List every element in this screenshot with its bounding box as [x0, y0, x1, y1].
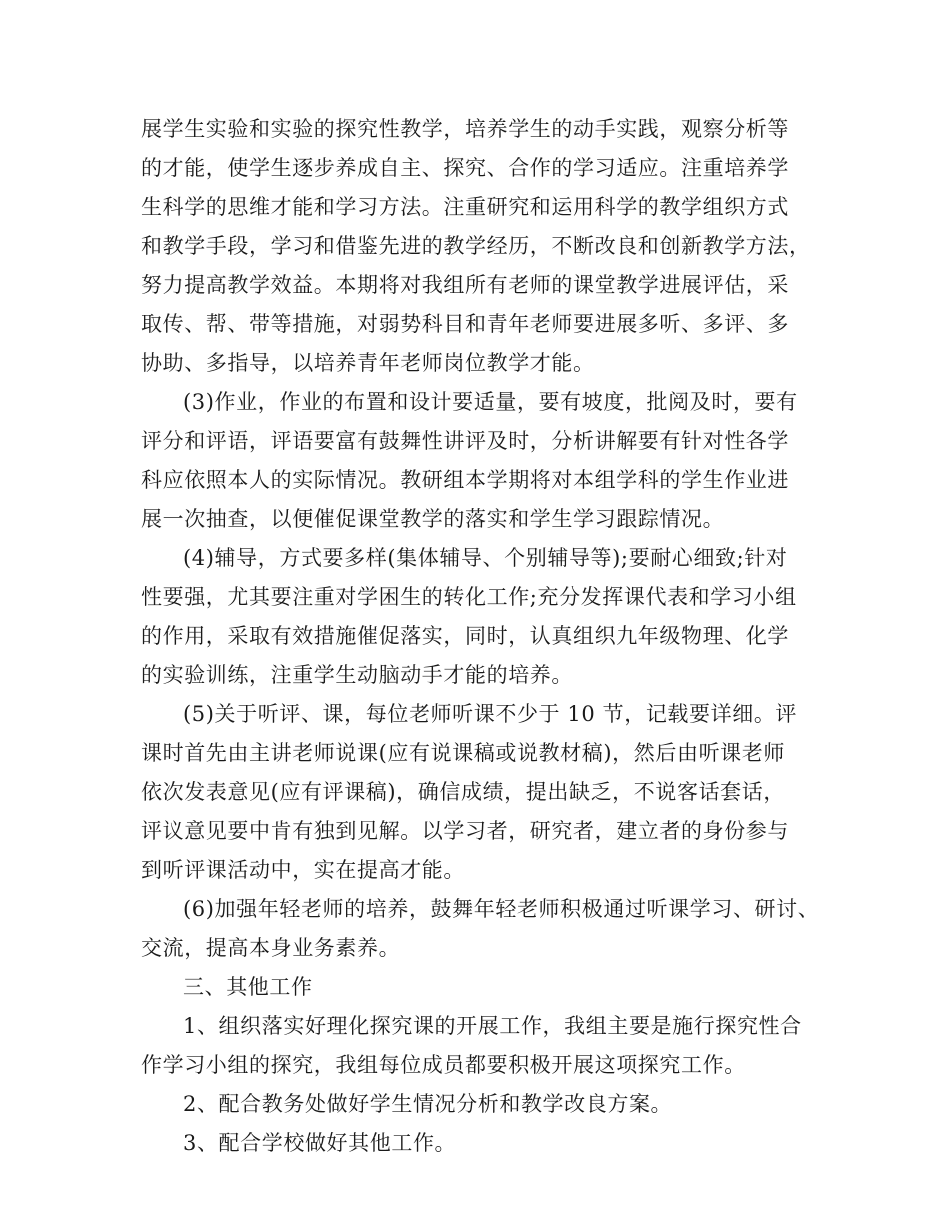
paragraph-young-teachers [141, 890, 821, 968]
text-line: 依次发表意见(应有评课稿)，确信成绩，提出缺乏，不说客话套话， [141, 780, 785, 804]
text-line: 科应依照本人的实际情况。教研组本学期将对本组学科的学生作业进 [141, 468, 789, 492]
paragraph-intro-continued [141, 110, 821, 383]
text-line: 努力提高教学效益。本期将对我组所有老师的课堂教学进展评估，采 [141, 273, 789, 297]
paragraph-item-3 [141, 1124, 821, 1163]
section-heading-other-work [141, 968, 821, 1007]
text-line: 和教学手段，学习和借鉴先进的教学经历，不断改良和创新教学方法， [141, 234, 811, 258]
text-line: 交流，提高本身业务素养。 [141, 936, 401, 960]
text-line: 协助、多指导，以培养青年老师岗位教学才能。 [141, 351, 595, 375]
text-line: 2、配合教务处做好学生情况分析和教学改良方案。 [183, 1092, 673, 1116]
text-line: (4)辅导，方式要多样(集体辅导、个别辅导等);要耐心细致;针对 [183, 546, 788, 570]
paragraph-homework [141, 383, 821, 539]
document-body [141, 110, 821, 1163]
text-line: 的才能，使学生逐步养成自主、探究、合作的学习适应。注重培养学 [141, 156, 789, 180]
text-line: (3)作业，作业的布置和设计要适量，要有坡度，批阅及时，要有 [183, 390, 798, 414]
text-line: (5)关于听评、课，每位老师听课不少于 10 节，记载要详细。评 [183, 702, 798, 726]
text-line: 生科学的思维才能和学习方法。注重研究和运用科学的教学组织方式 [141, 195, 789, 219]
text-line: 展一次抽查，以便催促课堂教学的落实和学生学习跟踪情况。 [141, 507, 725, 531]
text-line: 评议意见要中肯有独到见解。以学习者，研究者，建立者的身份参与 [141, 819, 789, 843]
text-line: 取传、帮、带等措施，对弱势科目和青年老师要进展多听、多评、多 [141, 312, 789, 336]
paragraph-tutoring [141, 539, 821, 695]
paragraph-item-2 [141, 1085, 821, 1124]
text-line: 评分和评语，评语要富有鼓舞性讲评及时，分析讲解要有针对性各学 [141, 429, 789, 453]
text-line: 的作用，采取有效措施催促落实，同时，认真组织九年级物理、化学 [141, 624, 789, 648]
text-line: 到听评课活动中，实在提高才能。 [141, 858, 465, 882]
text-line: 3、配合学校做好其他工作。 [183, 1131, 457, 1155]
text-line: 作学习小组的探究，我组每位成员都要积极开展这项探究工作。 [141, 1053, 746, 1077]
text-line: 课时首先由主讲老师说课(应有说课稿或说教材稿)，然后由听课老师 [141, 741, 785, 765]
text-line: 的实验训练，注重学生动脑动手才能的培养。 [141, 663, 573, 687]
text-line: 性要强，尤其要注重对学困生的转化工作;充分发挥课代表和学习小组 [141, 585, 797, 609]
section-heading: 三、其他工作 [183, 975, 313, 999]
text-line: 展学生实验和实验的探究性教学，培养学生的动手实践，观察分析等 [141, 117, 789, 141]
paragraph-item-1 [141, 1007, 821, 1085]
text-line: 1、组织落实好理化探究课的开展工作，我组主要是施行探究性合 [183, 1014, 802, 1038]
text-line: (6)加强年轻老师的培养，鼓舞年轻老师积极通过听课学习、研讨、 [183, 897, 820, 921]
paragraph-lesson-review [141, 695, 821, 890]
